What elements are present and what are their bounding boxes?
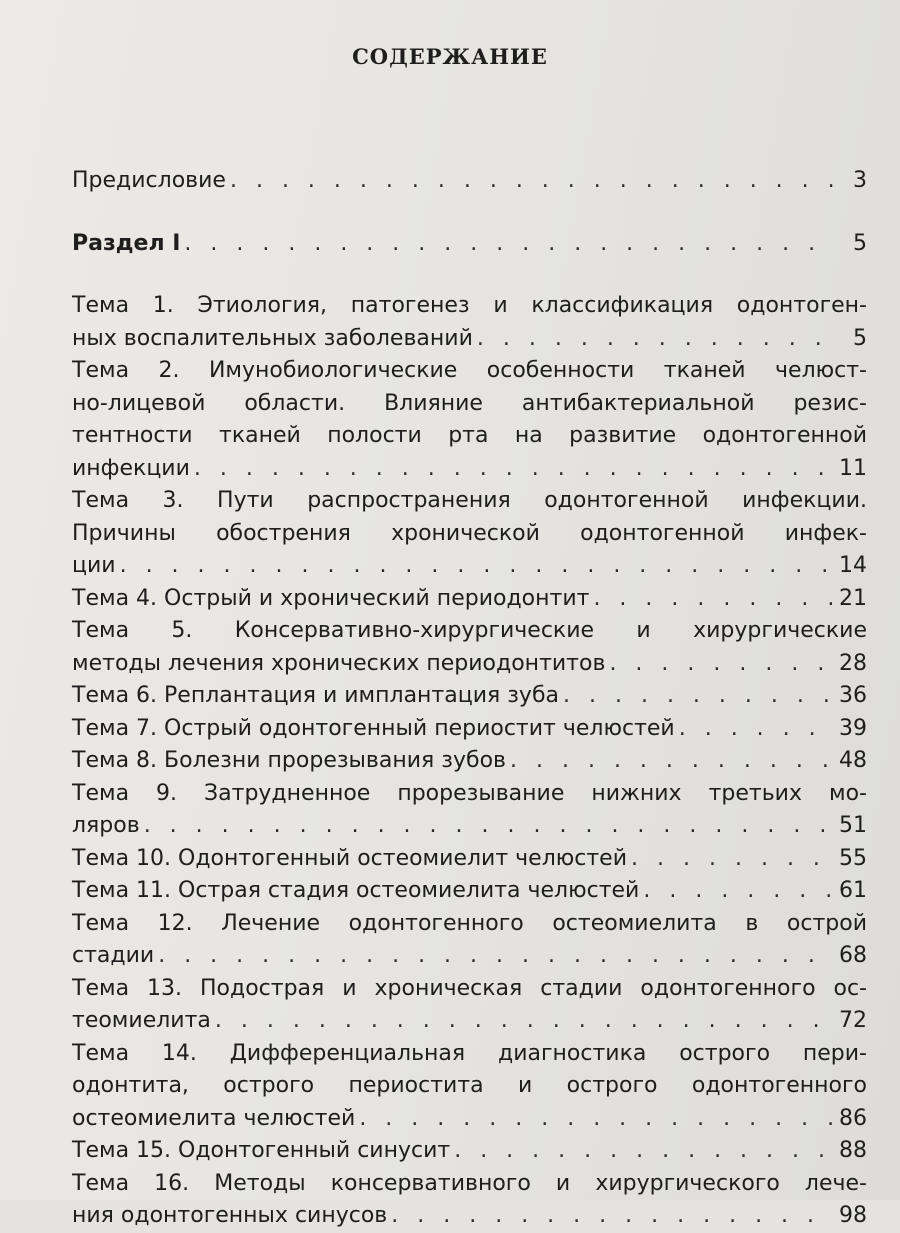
page-number: 3 bbox=[853, 168, 867, 193]
toc-entry-text: Тема 10. Одонтогенный остеомиелит челюстей bbox=[72, 845, 628, 871]
toc-entry bbox=[72, 228, 867, 261]
dot-leader bbox=[184, 228, 833, 261]
toc-entry bbox=[72, 1038, 867, 1136]
dot-leader bbox=[391, 1200, 833, 1233]
toc-entry bbox=[72, 713, 867, 746]
toc-entry bbox=[72, 1168, 867, 1233]
page-number: 88 bbox=[839, 1138, 867, 1163]
toc-entry-text: Тема 1. Этиология, патогенез и классификация одонтоген- bbox=[72, 293, 867, 318]
dot-leader bbox=[679, 713, 833, 746]
dot-leader bbox=[477, 323, 833, 356]
dot-leader bbox=[454, 1135, 833, 1168]
toc-entry bbox=[72, 165, 867, 198]
page-number: 5 bbox=[853, 325, 867, 351]
toc-entry-text: Тема 14. Дифференциальная диагностика острого пери- bbox=[72, 1040, 867, 1066]
toc-entry bbox=[72, 583, 867, 616]
dot-leader bbox=[120, 550, 833, 583]
dot-leader bbox=[215, 1005, 833, 1038]
page-number: 39 bbox=[839, 715, 867, 741]
toc-entry-text: инфекции bbox=[72, 455, 190, 481]
dot-leader bbox=[510, 745, 833, 778]
page-number: 86 bbox=[839, 1105, 867, 1131]
toc-entry-text: остеомиелита челюстей bbox=[72, 1105, 356, 1131]
toc-entry-text: Тема 2. Имунобиологические особенности тканей челюст- bbox=[72, 358, 867, 383]
dot-leader bbox=[194, 453, 833, 486]
toc-entry bbox=[72, 745, 867, 778]
dot-leader bbox=[631, 843, 833, 876]
dot-leader bbox=[158, 940, 833, 973]
dot-leader bbox=[609, 648, 833, 681]
page-number: 28 bbox=[839, 650, 867, 676]
dot-leader bbox=[144, 810, 833, 843]
toc-entry-text: методы лечения хронических периодонтитов bbox=[72, 650, 606, 676]
toc-entry-text: Тема 8. Болезни прорезывания зубов bbox=[72, 748, 506, 773]
toc-entry-text: стадии bbox=[72, 943, 155, 968]
toc-entry bbox=[72, 908, 867, 973]
page-number: 51 bbox=[839, 813, 867, 838]
toc-entry-text: Причины обострения хронической одонтогенной инфек- bbox=[72, 520, 867, 546]
page-number: 48 bbox=[839, 748, 867, 773]
toc-entry-text: теомиелита bbox=[72, 1008, 211, 1033]
toc-entry bbox=[72, 875, 867, 908]
table-of-contents bbox=[72, 165, 867, 1233]
toc-entry-text: Тема 9. Затрудненное прорезывание нижних третьих мо- bbox=[72, 780, 867, 806]
toc-entry-text: Тема 13. Подострая и хроническая стадии одонтогенного ос- bbox=[72, 975, 867, 1001]
toc-entry-text: Тема 16. Методы консервативного и хирургического лече- bbox=[72, 1170, 867, 1196]
dot-leader bbox=[593, 583, 833, 616]
toc-entry-text: ния одонтогенных синусов bbox=[72, 1203, 388, 1228]
toc-entry-text: Тема 5. Консервативно-хирургические и хирургические bbox=[72, 618, 867, 643]
toc-entry-text: Раздел I bbox=[72, 230, 181, 256]
page-number: 36 bbox=[839, 683, 867, 708]
page-number: 11 bbox=[839, 455, 867, 481]
page-number: 72 bbox=[839, 1008, 867, 1033]
dot-leader bbox=[230, 165, 833, 198]
dot-leader bbox=[563, 680, 833, 713]
toc-entry-text: тентности тканей полости рта на развитие одонтогенной bbox=[72, 423, 867, 448]
page-number: 98 bbox=[839, 1203, 867, 1228]
page-number: 5 bbox=[853, 230, 867, 256]
toc-entry-text: ляров bbox=[72, 813, 140, 838]
page-number: 55 bbox=[839, 845, 867, 871]
toc-entry bbox=[72, 355, 867, 485]
page-number: 21 bbox=[839, 585, 867, 611]
toc-entry bbox=[72, 778, 867, 843]
toc-entry bbox=[72, 615, 867, 680]
page-number: 61 bbox=[839, 878, 867, 903]
toc-entry-text: Тема 15. Одонтогенный синусит bbox=[72, 1138, 451, 1163]
toc-entry bbox=[72, 1135, 867, 1168]
toc-entry-text: Тема 12. Лечение одонтогенного остеомиелита в острой bbox=[72, 910, 867, 936]
toc-entry bbox=[72, 843, 867, 876]
toc-entry-text: ции bbox=[72, 553, 116, 578]
toc-entry-text: Тема 7. Острый одонтогенный периостит челюстей bbox=[72, 715, 675, 741]
toc-entry-text: ных воспалительных заболеваний bbox=[72, 325, 473, 351]
dot-leader bbox=[643, 875, 833, 908]
page-title: СОДЕРЖАНИЕ bbox=[352, 44, 548, 69]
toc-entry-text: Тема 4. Острый и хронический периодонтит bbox=[72, 585, 590, 611]
toc-entry-text: Предисловие bbox=[72, 168, 226, 193]
toc-entry bbox=[72, 485, 867, 583]
page-number: 14 bbox=[839, 553, 867, 578]
page-number: 68 bbox=[839, 943, 867, 968]
toc-entry-text: Тема 6. Реплантация и имплантация зуба bbox=[72, 683, 559, 708]
dot-leader bbox=[359, 1103, 833, 1136]
toc-entry-text: Тема 3. Пути распространения одонтогенной инфекции. bbox=[72, 488, 867, 513]
toc-entry bbox=[72, 680, 867, 713]
toc-entry-text: одонтита, острого периостита и острого одонтогенного bbox=[72, 1073, 867, 1098]
toc-entry bbox=[72, 973, 867, 1038]
toc-entry-text: Тема 11. Острая стадия остеомиелита челюстей bbox=[72, 878, 640, 903]
toc-entry bbox=[72, 290, 867, 355]
toc-entry-text: но-лицевой области. Влияние антибактериальной резис- bbox=[72, 390, 867, 416]
